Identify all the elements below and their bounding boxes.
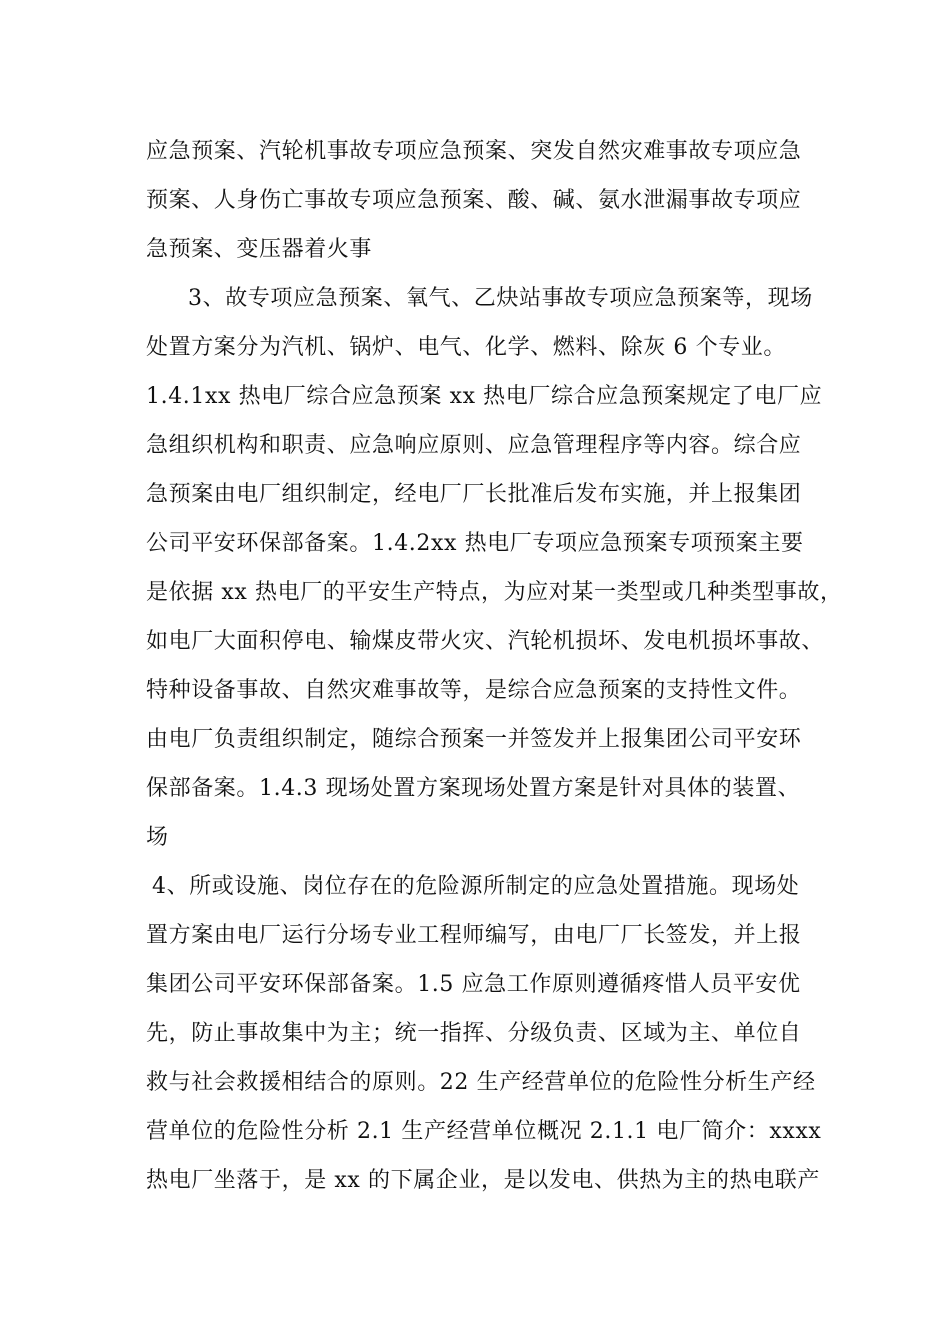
text-line: 救与社会救援相结合的原则。22 生产经营单位的危险性分析生产经 — [146, 1070, 816, 1095]
text-line: 急预案、变压器着火事 — [146, 237, 373, 262]
text-line: 热电厂坐落于，是 xx 的下属企业，是以发电、供热为主的热电联产 — [146, 1168, 821, 1193]
text-line: 3、故专项应急预案、氧气、乙炔站事故专项应急预案等，现场 — [188, 286, 813, 311]
text-line: 由电厂负责组织制定，随综合预案一并签发并上报集团公司平安环 — [146, 727, 802, 752]
text-line: 急预案由电厂组织制定，经电厂厂长批准后发布实施，并上报集团 — [146, 482, 802, 507]
text-line: 特种设备事故、自然灾难事故等，是综合应急预案的支持性文件。 — [146, 678, 802, 703]
text-line: 先，防止事故集中为主；统一指挥、分级负责、区域为主、单位自 — [146, 1021, 802, 1046]
text-line: 集团公司平安环保部备案。1.5 应急工作原则遵循疼惜人员平安优 — [146, 972, 801, 997]
text-line: 公司平安环保部备案。1.4.2xx 热电厂专项应急预案专项预案主要 — [146, 531, 804, 556]
text-line: 如电厂大面积停电、输煤皮带火灾、汽轮机损坏、发电机损坏事故、 — [146, 629, 825, 654]
text-line: 处置方案分为汽机、锅炉、电气、化学、燃料、除灰 6 个专业。 — [146, 335, 786, 360]
text-line: 应急预案、汽轮机事故专项应急预案、突发自然灾难事故专项应急 — [146, 139, 802, 164]
text-line: 1.4.1xx 热电厂综合应急预案 xx 热电厂综合应急预案规定了电厂应 — [146, 384, 823, 409]
text-line: 保部备案。1.4.3 现场处置方案现场处置方案是针对具体的装置、 — [146, 776, 801, 801]
text-line: 是依据 xx 热电厂的平安生产特点，为应对某一类型或几种类型事故， — [146, 580, 843, 605]
text-line: 4、所或设施、岗位存在的危险源所制定的应急处置措施。现场处 — [152, 874, 800, 899]
text-line: 置方案由电厂运行分场专业工程师编写，由电厂厂长签发，并上报 — [146, 923, 802, 948]
text-line: 预案、人身伤亡事故专项应急预案、酸、碱、氨水泄漏事故专项应 — [146, 188, 802, 213]
text-line: 场 — [146, 825, 169, 850]
text-line: 急组织机构和职责、应急响应原则、应急管理程序等内容。综合应 — [146, 433, 802, 458]
text-line: 营单位的危险性分析 2.1 生产经营单位概况 2.1.1 电厂简介：xxxx — [146, 1119, 822, 1144]
